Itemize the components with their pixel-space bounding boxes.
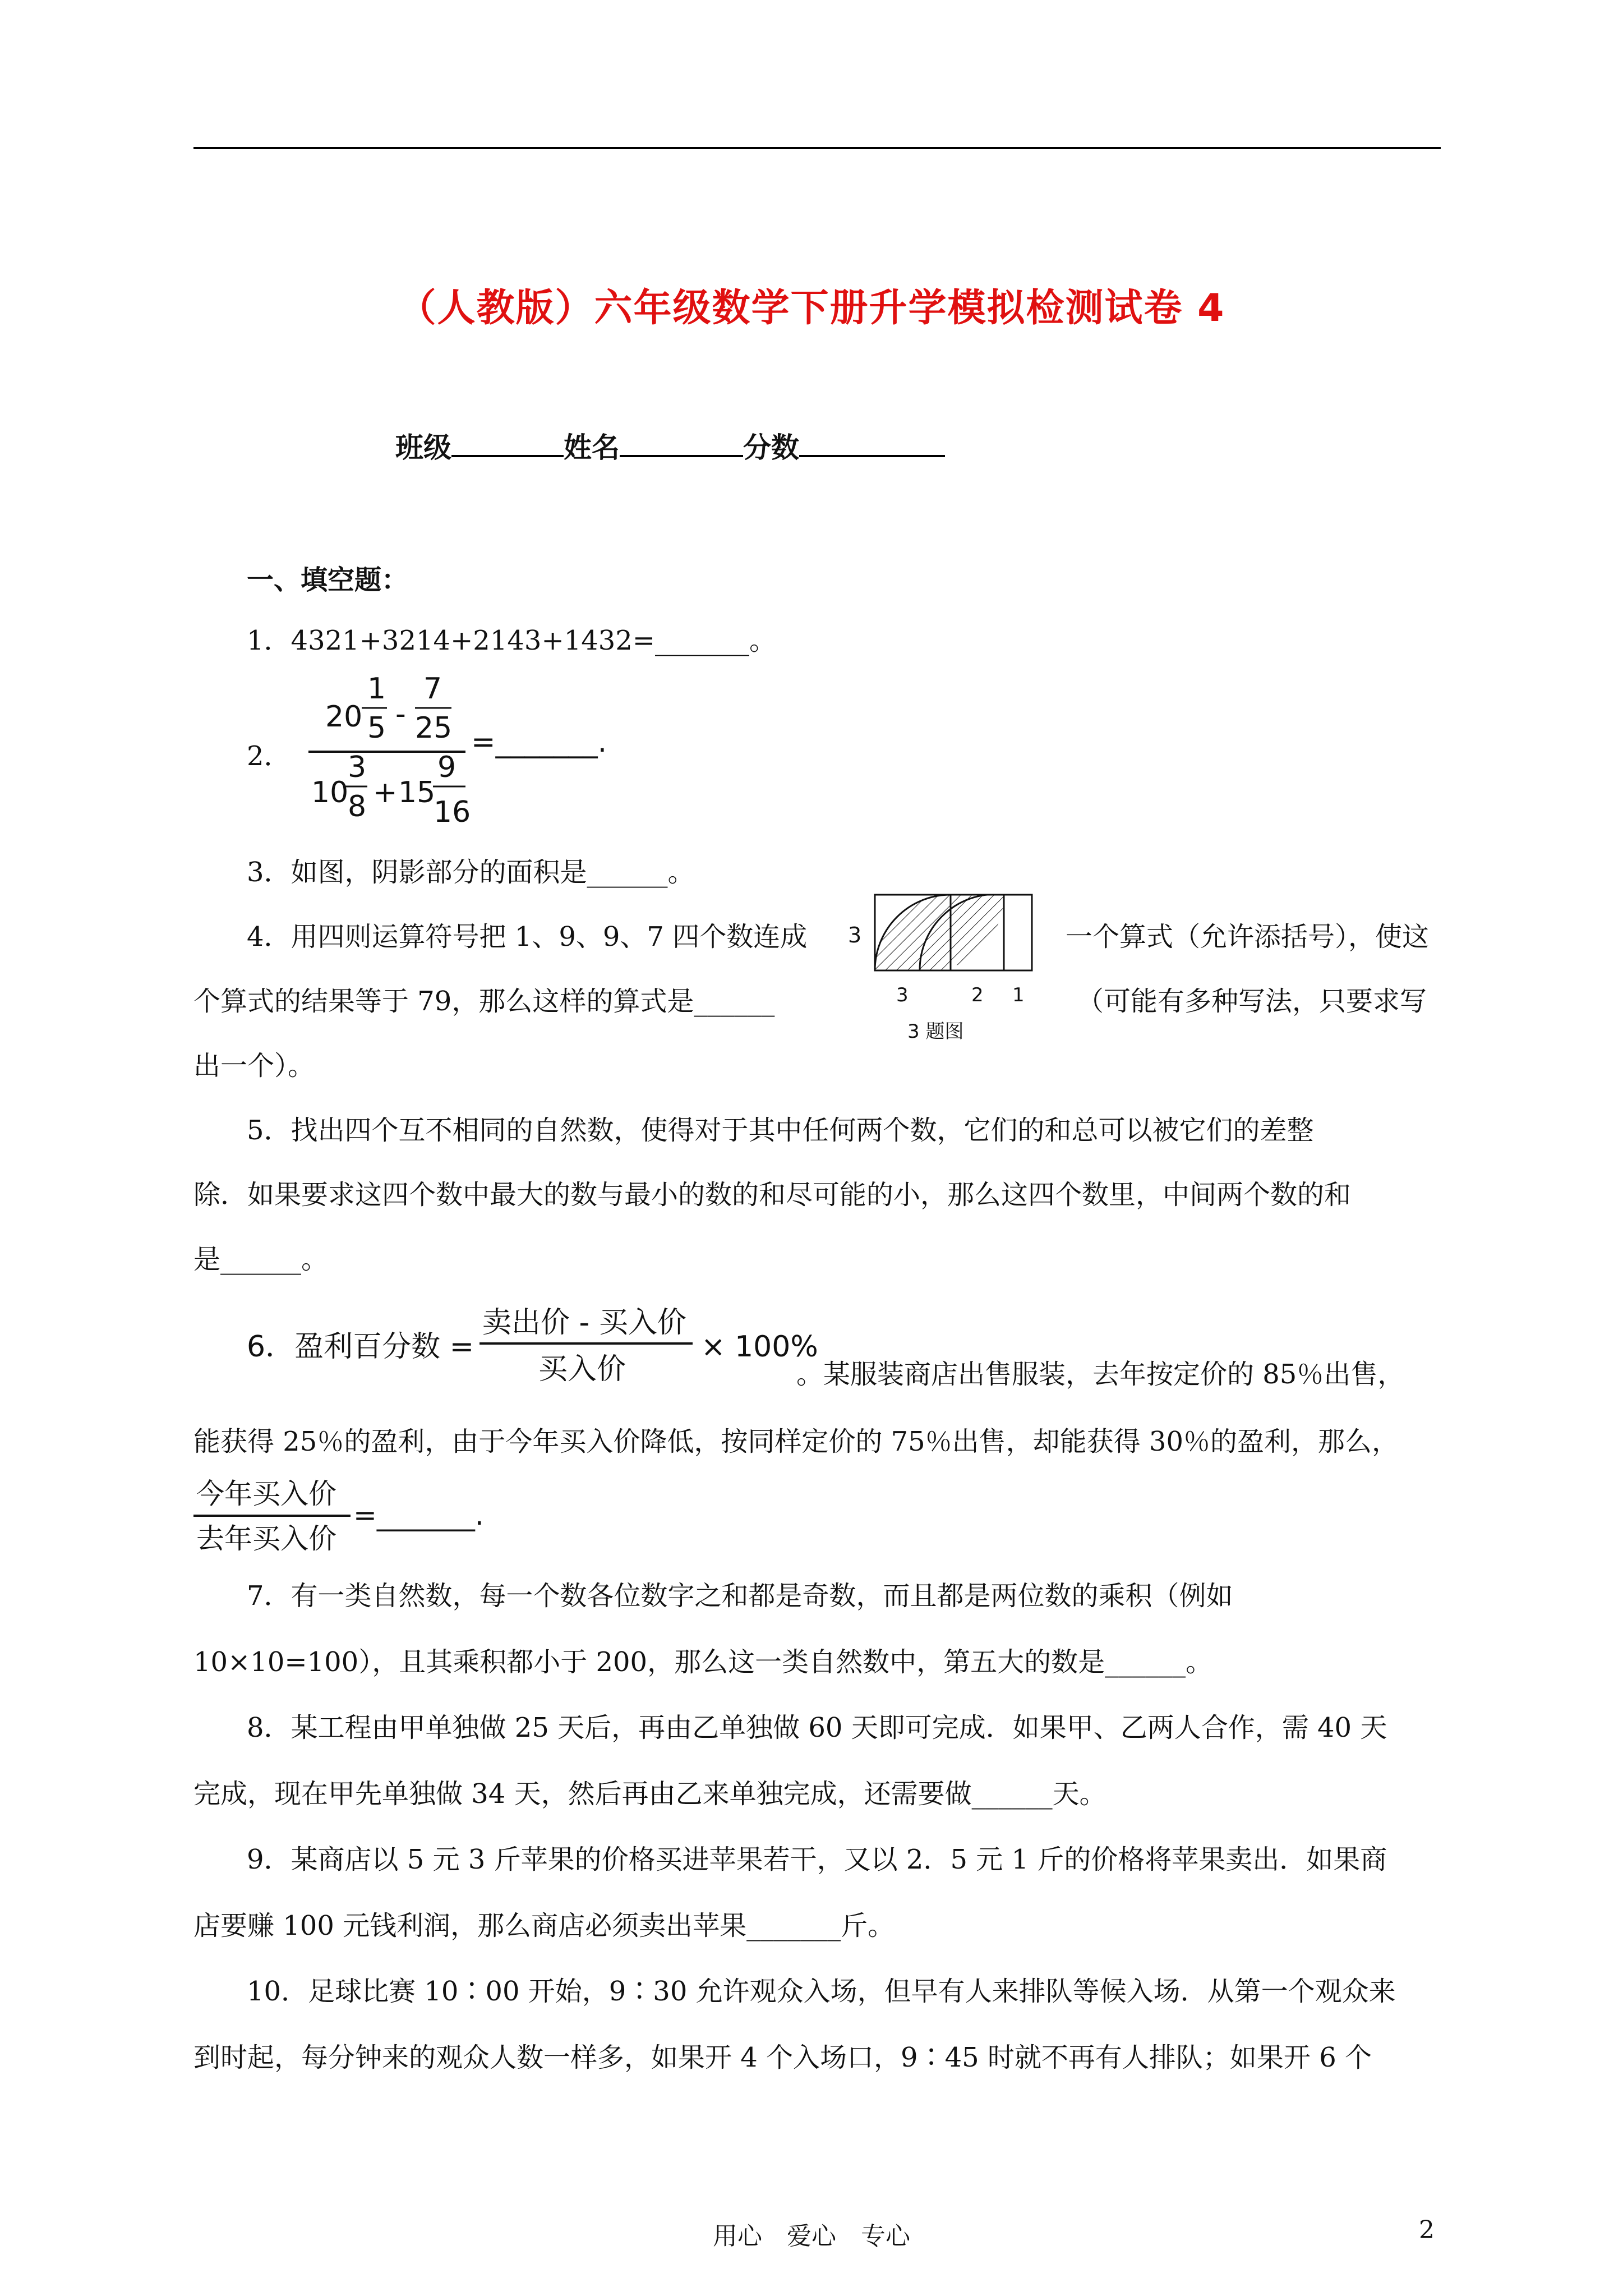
page-title: （人教版）六年级数学下册升学模拟检测试卷 4: [398, 286, 1225, 330]
question-5-line3: 是______。: [193, 1244, 329, 1275]
question-4-line2-left: 个算式的结果等于 79，那么这样的算式是______: [193, 986, 775, 1017]
q6-ratio-bot: 去年买入价: [196, 1522, 336, 1555]
figure-bottom-label-3: 1: [1012, 984, 1025, 1006]
name-blank[interactable]: [620, 430, 743, 457]
q2-bot-b-num: 9: [437, 751, 457, 784]
question-6-formula: [247, 1296, 819, 1397]
q2-top-b-den: 25: [415, 711, 453, 745]
question-4-line2-right: （可能有多种写法，只要求写: [1077, 986, 1427, 1017]
question-10-line2: 到时起，每分钟来的观众人数一样多，如果开 4 个入场口，9∶45 时就不再有人排队；如果开 6 个: [193, 2042, 1372, 2073]
q2-tail: =_______.: [471, 725, 607, 759]
q2-bot-a-den: 8: [348, 790, 367, 823]
question-7-line1: 7．有一类自然数，每一个数各位数字之和都是奇数，而且都是两位数的乘积（例如: [247, 1580, 1233, 1612]
question-4-line3: 出一个）。: [193, 1050, 315, 1082]
q2-top-a-whole: 20: [325, 700, 363, 734]
class-label: 班级: [395, 431, 451, 464]
q2-bot-b-whole: 15: [398, 776, 436, 809]
q6-ratio-tail: =_______.: [353, 1499, 484, 1531]
question-9-line2: 店要赚 100 元钱利润，那么商店必须卖出苹果_______斤。: [193, 1910, 895, 1941]
figure-bottom-label-2: 2: [971, 984, 984, 1006]
question-6-ratio: [193, 1470, 586, 1565]
figure-side-label: 3: [848, 923, 862, 947]
question-2-expression: [303, 668, 684, 841]
question-7-line2: 10×10=100），且其乘积都小于 200，那么这一类自然数中，第五大的数是______。: [193, 1646, 1213, 1678]
question-3-figure: [841, 892, 1043, 1049]
question-4-line1-right: 一个算式（允许添括号），使这: [1066, 921, 1430, 953]
page-footer: 用心 爱心 专心: [713, 2222, 910, 2251]
student-info-row: [395, 425, 945, 466]
q2-bot-a-whole: 10: [311, 776, 349, 809]
q2-top-b-num: 7: [423, 672, 442, 706]
question-8-line2: 完成，现在甲先单独做 34 天，然后再由乙来单独完成，还需要做______天。: [193, 1778, 1106, 1810]
section-heading: 一、填空题：: [247, 564, 409, 596]
question-5-line2: 除．如果要求这四个数中最大的数与最小的数的和尽可能的小，那么这四个数里，中间两个数的和: [193, 1179, 1352, 1211]
score-label: 分数: [743, 431, 799, 464]
figure-caption: 3 题图: [907, 1020, 964, 1043]
page-number: 2: [1419, 2216, 1435, 2244]
question-1: 1．4321+3214+2143+1432=_______。: [247, 625, 777, 656]
q6-suffix: × 100%: [701, 1330, 818, 1364]
q2-bot-plus: +: [373, 776, 398, 809]
q2-top-a-num: 1: [367, 672, 386, 706]
question-6-line1-rest: 。某服装商店出售服装，去年按定价的 85％出售，: [796, 1359, 1405, 1390]
name-label: 姓名: [564, 431, 620, 464]
score-blank[interactable]: [799, 430, 945, 457]
question-2-number: 2．: [247, 740, 291, 772]
question-3: 3．如图，阴影部分的面积是______。: [247, 857, 695, 888]
q6-frac-top: 卖出价 - 买入价: [482, 1306, 686, 1340]
question-8-line1: 8．某工程由甲单独做 25 天后，再由乙单独做 60 天即可完成．如果甲、乙两人合作，需 40 天: [247, 1712, 1387, 1743]
class-blank[interactable]: [451, 430, 564, 457]
q6-prefix: 6．盈利百分数 =: [247, 1330, 474, 1364]
q6-frac-bot: 买入价: [538, 1352, 626, 1386]
question-4-line1-left: 4．用四则运算符号把 1、9、9、7 四个数连成: [247, 921, 808, 953]
question-6-line2: 能获得 25％的盈利，由于今年买入价降低，按同样定价的 75％出售，却能获得 30％的盈利，那么，: [193, 1426, 1399, 1457]
question-10-line1: 10．足球比赛 10∶00 开始，9∶30 允许观众入场，但早有人来排队等候入场．从第一个观众来: [247, 1976, 1396, 2007]
q2-top-a-den: 5: [367, 711, 386, 745]
question-5-line1: 5．找出四个互不相同的自然数，使得对于其中任何两个数，它们的和总可以被它们的差整: [247, 1115, 1314, 1146]
q2-bot-b-den: 16: [434, 795, 471, 829]
q6-ratio-top: 今年买入价: [196, 1478, 336, 1510]
shaded-region: [875, 894, 1004, 971]
q2-top-minus: -: [395, 697, 406, 731]
q2-bot-a-num: 3: [348, 751, 367, 784]
header-rule: [193, 147, 1441, 149]
question-9-line1: 9．某商店以 5 元 3 斤苹果的价格买进苹果若干，又以 2．5 元 1 斤的价格将苹果卖出．如果商: [247, 1844, 1387, 1875]
figure-bottom-label-1: 3: [896, 984, 909, 1006]
